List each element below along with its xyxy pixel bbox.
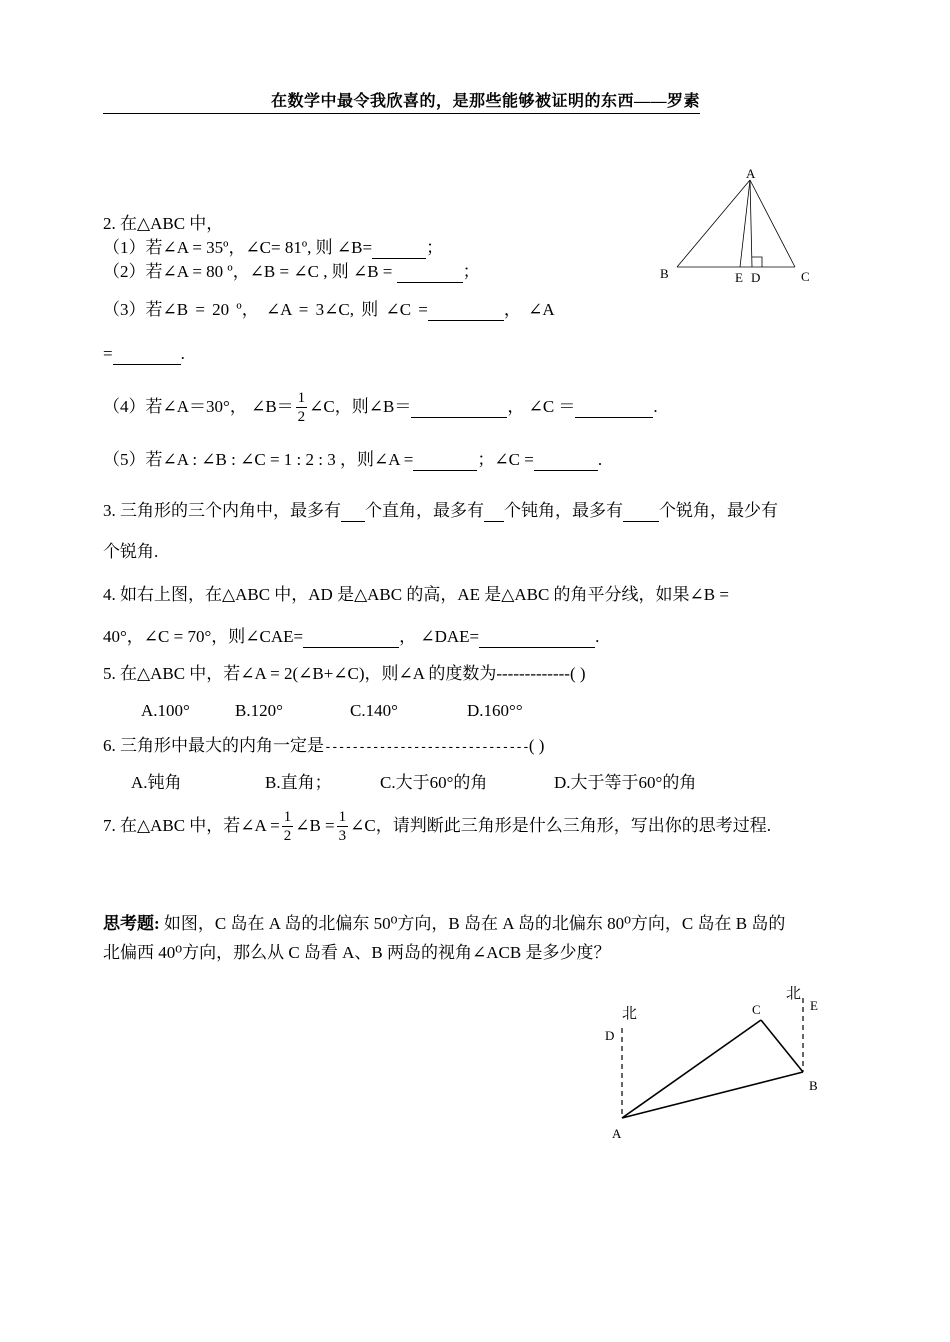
q5-option-a: A.100° [141, 701, 190, 720]
q4-line1: 4. 如右上图，在△ABC 中，AD 是△ABC 的高，AE 是△ABC 的角平分线，如果∠B = [103, 585, 729, 604]
q7-text: 7. 在△ABC 中，若∠A = $\frac{1}{2}$ ∠B = $\frac{1}{3}$ ∠C，请判断此三角形是什么三角形，写出你的思考过程. [103, 808, 771, 844]
label-d: D [751, 270, 761, 285]
triangle-figure [655, 165, 815, 290]
q2-part3: （3）若∠B = 20 º， ∠A = 3∠C, 则 ∠C = ， ∠A [103, 300, 555, 319]
segment-ac [622, 1020, 761, 1118]
header-quote: 在数学中最令我欣喜的，是那些能够被证明的东西——罗素 [103, 88, 700, 114]
label-a: A [746, 166, 756, 181]
label-c: C [801, 269, 810, 284]
segment-ab [622, 1072, 803, 1118]
side-ab [677, 180, 750, 267]
label-e: E [810, 998, 818, 1013]
thinking-line2: 北偏西 40⁰方向，那么从 C 岛看 A、B 两岛的视角∠ACB 是多少度？ [103, 943, 611, 962]
altitude-ad [750, 180, 752, 267]
q5-option-b: B.120° [235, 701, 283, 720]
label-a: A [612, 1126, 622, 1141]
label-d: D [605, 1028, 615, 1043]
q6-option-b: B.直角； [265, 773, 332, 792]
bisector-ae [740, 180, 750, 267]
q5-option-d: D.160°° [467, 701, 523, 720]
q6-option-a: A.钝角 [131, 773, 182, 792]
thinking-line1: 思考题: 如图，C 岛在 A 岛的北偏东 50⁰方向，B 岛在 A 岛的北偏东 80⁰方向，C 岛在 B 岛的 [103, 914, 786, 933]
fraction-one-half: $\frac{1}{2}$ [297, 389, 306, 425]
q4-line2: 40°，∠C = 70°，则∠CAE= ， ∠DAE= . [103, 627, 600, 646]
q3-line2: 个锐角. [103, 542, 159, 561]
segment-cb [761, 1020, 803, 1072]
q2-part5: （5）若∠A : ∠B : ∠C = 1 : 2 : 3 ，则∠A = ；∠C = . [103, 450, 603, 469]
right-angle-mark [752, 257, 762, 267]
q6-option-c: C.大于60°的角 [380, 773, 488, 792]
label-c: C [752, 1002, 761, 1017]
q2-part3-line2: = . [103, 344, 185, 363]
islands-figure [596, 980, 836, 1150]
fraction-one-half: $\frac{1}{2}$ [283, 808, 292, 844]
fraction-one-third: $\frac{1}{3}$ [338, 808, 347, 844]
q2-part1: （1）若∠A = 35º，∠C= 81º, 则 ∠B= ； [103, 238, 444, 257]
q2-title: 2. 在△ABC 中， [103, 214, 224, 233]
q2-part2: （2）若∠A = 80 º，∠B = ∠C , 则 ∠B = ； [103, 262, 480, 281]
thinking-label: 思考题: [103, 914, 160, 933]
q2-part4: （4）若∠A＝30°， ∠B＝ $\frac{1}{2}$ ∠C，则∠B＝ ， ∠C ＝ . [103, 389, 658, 425]
q5-text: 5. 在△ABC 中，若∠A = 2(∠B+∠C)，则∠A 的度数为-------------( ) [103, 664, 586, 683]
q5-option-c: C.140° [350, 701, 398, 720]
label-b: B [809, 1078, 818, 1093]
label-b: B [660, 266, 669, 281]
label-north-a: 北 [622, 1006, 638, 1022]
label-e: E [735, 270, 743, 285]
q3-line1: 3. 三角形的三个内角中，最多有 个直角，最多有 个钝角，最多有 个锐角，最少有 [103, 501, 778, 520]
side-ac [750, 180, 795, 267]
label-north-b: 北 [786, 986, 802, 1002]
q6-text: 6. 三角形中最大的内角一定是------------------------------( ) [103, 736, 545, 755]
q6-option-d: D.大于等于60°的角 [554, 773, 697, 792]
